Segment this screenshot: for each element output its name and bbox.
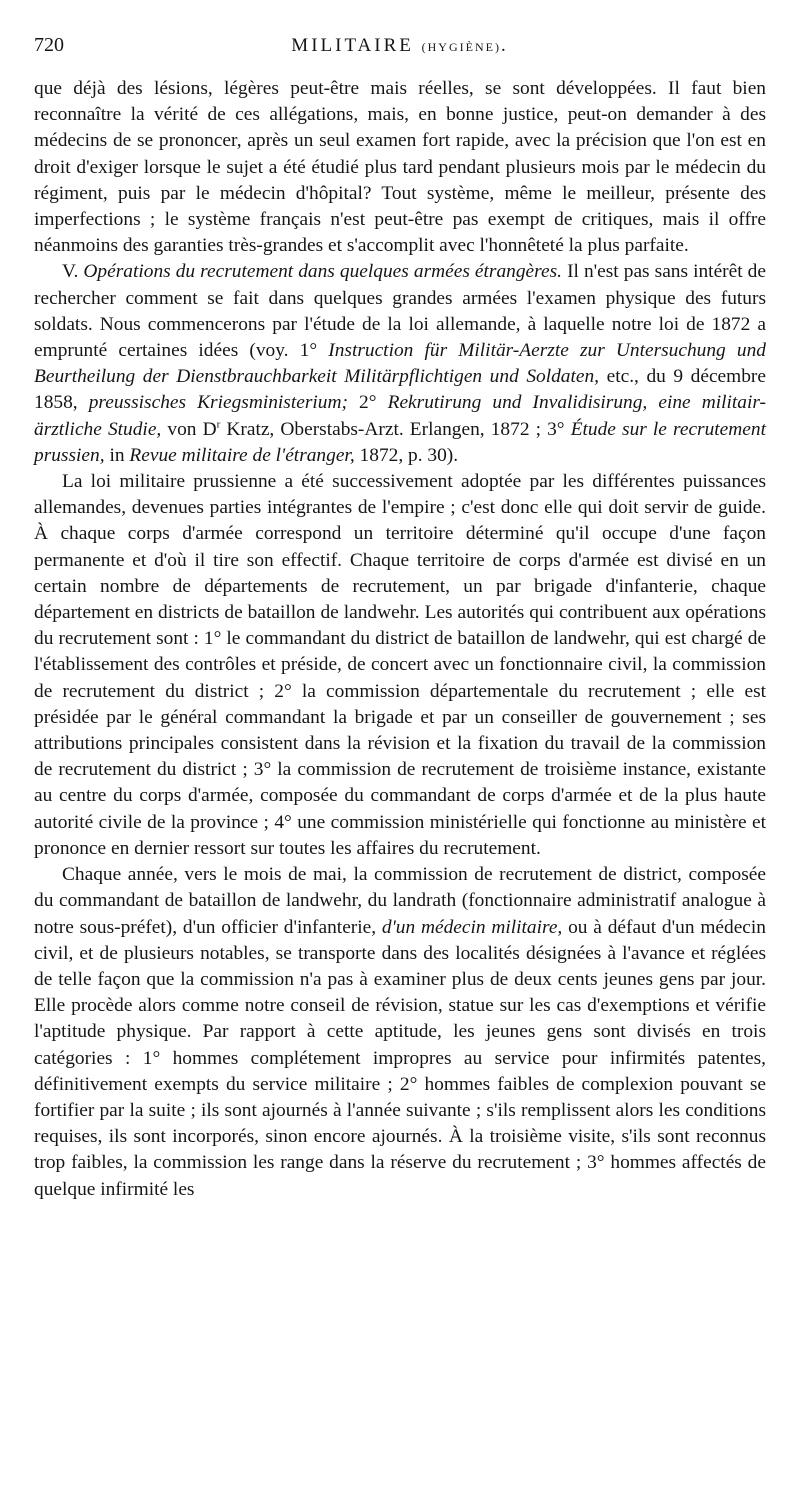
text-run: Il n'est pas sans intérêt de rechercher comment se fait dans quelques grandes armées l'examen physique des futurs soldats. Nous commencerons par l'étude de la loi allemande, à laquelle notre loi de 1872 a emprunté certaines idées (voy. 1° [34,261,766,362]
paragraph-4 [34,862,766,1203]
section-number: V. [62,261,79,283]
superscript: r [216,418,221,431]
running-head [34,34,766,68]
text-run: in [109,444,125,466]
text-run: 2° [359,392,377,414]
running-title [94,35,766,57]
text-run: 1872, p. 30). [359,444,459,466]
italic-phrase: d'un médecin militaire, [381,916,563,938]
text-run: von D [167,418,217,440]
citation-title: Revue militaire de l'étranger, [129,444,355,466]
citation-title: preussisches Kriegsministerium; [88,392,348,414]
paragraph-section-v [34,259,766,469]
section-title: Opérations du recrutement dans quelques armées étrangères. [83,261,562,283]
paragraph-3: La loi militaire prussienne a été successivement adoptée par les différentes puissances allemandes, devenues parties intégrantes de l'empire ; c'est donc elle qui doit servir de guide. À chaque corps d'armée correspond un territoire déterminé qu'il occupe d'une façon permanente et d'où il tire son effectif. Chaque territoire de corps d'armée est divisé en un certain nombre de départements de recrutement, un par brigade d'infanterie, chaque département en districts de bataillon de landwehr. Les autorités qui contribuent aux opérations du recrutement sont : 1° le commandant du district de bataillon de landwehr, qui est chargé de l'établissement des contrôles et préside, de concert avec un fonctionnaire civil, la commission de recrutement du district ; 2° la commission départementale du recrutement ; elle est présidée par le général commandant la brigade et par un conseiller de gouvernement ; ses attributions principales consistent dans la révision et la fixation du travail de la commission de recrutement du district ; 3° la commission de recrutement de troisième instance, existante au centre du corps d'armée, composée du commandant de corps d'armée et de la plus haute autorité civile de la province ; 4° une commission ministérielle qui fonctionne au ministère et prononce en dernier ressort sur toutes les affaires du recrutement. [34,471,766,859]
paragraph-1: que déjà des lésions, légères peut-être mais réelles, se sont développées. Il faut bien reconnaître la vérité de ces allégations, mais, en bonne justice, peut-on demander à des médecins de se prononcer, après un seul examen fort rapide, avec la précision que l'on est en droit d'exiger lorsque le sujet a été étudié plus tard pendant plusieurs mois par le médecin du régiment, puis par le médecin d'hôpital? Tout système, même le meilleur, présente des imperfections ; le système français n'est peut-être pas exempt de critiques, mais il offre néanmoins des garanties très-grandes et s'accomplit avec l'honnêteté la plus parfaite. [34,78,766,257]
citation-title: Rekrutirung und Invalidisirung, eine militair-ärztliche Studie, [34,392,766,440]
text-run: Chaque année, vers le mois de mai, la commission de recrutement de district, composée du commandant de bataillon de landwehr, du landrath (fonctionnaire administratif analogue à notre sous-préfet), d'un officier d'infanterie, [34,864,766,938]
body-text [34,76,766,1203]
text-run: etc., du 9 décembre 1858, [34,366,766,414]
citation-title: Étude sur le recrutement prussien, [34,418,766,466]
text-run: Kratz, Oberstabs-Arzt. Erlangen, 1872 ; 3° [226,418,565,440]
text-run: ou à défaut d'un médecin civil, et de plusieurs notables, se transporte dans des localités désignées à l'avance et réglées de telle façon que la commission n'a pas à examiner plus de deux cents jeunes gens par jour. Elle procède alors comme notre conseil de révision, statue sur les cas d'exemptions et vérifie l'aptitude physique. Par rapport à cette aptitude, les jeunes gens sont divisés en trois catégories : 1° hommes complétement impropres au service pour infirmités patentes, définitivement exempts du service militaire ; 2° hommes faibles de complexion pouvant se fortifier par la suite ; ils sont ajournés à l'année suivante ; s'ils remplissent alors les conditions requises, ils sont incorporés, sinon encore ajournés. À la troisième visite, s'ils sont reconnus trop faibles, la commission les range dans la réserve du recrutement ; 3° hommes affectés de quelque infirmité les [34,916,766,1200]
running-title-end: . [500,35,509,56]
running-title-sub: (HYGIÈNE) [421,40,501,54]
page-number: 720 [34,34,64,56]
running-title-main: MILITAIRE [291,35,414,56]
citation-title: Instruction für Militär-Aerzte zur Untersuchung und Beurtheilung der Dienstbrauchbarkeit Militärpflichtigen und Soldaten, [34,340,766,388]
